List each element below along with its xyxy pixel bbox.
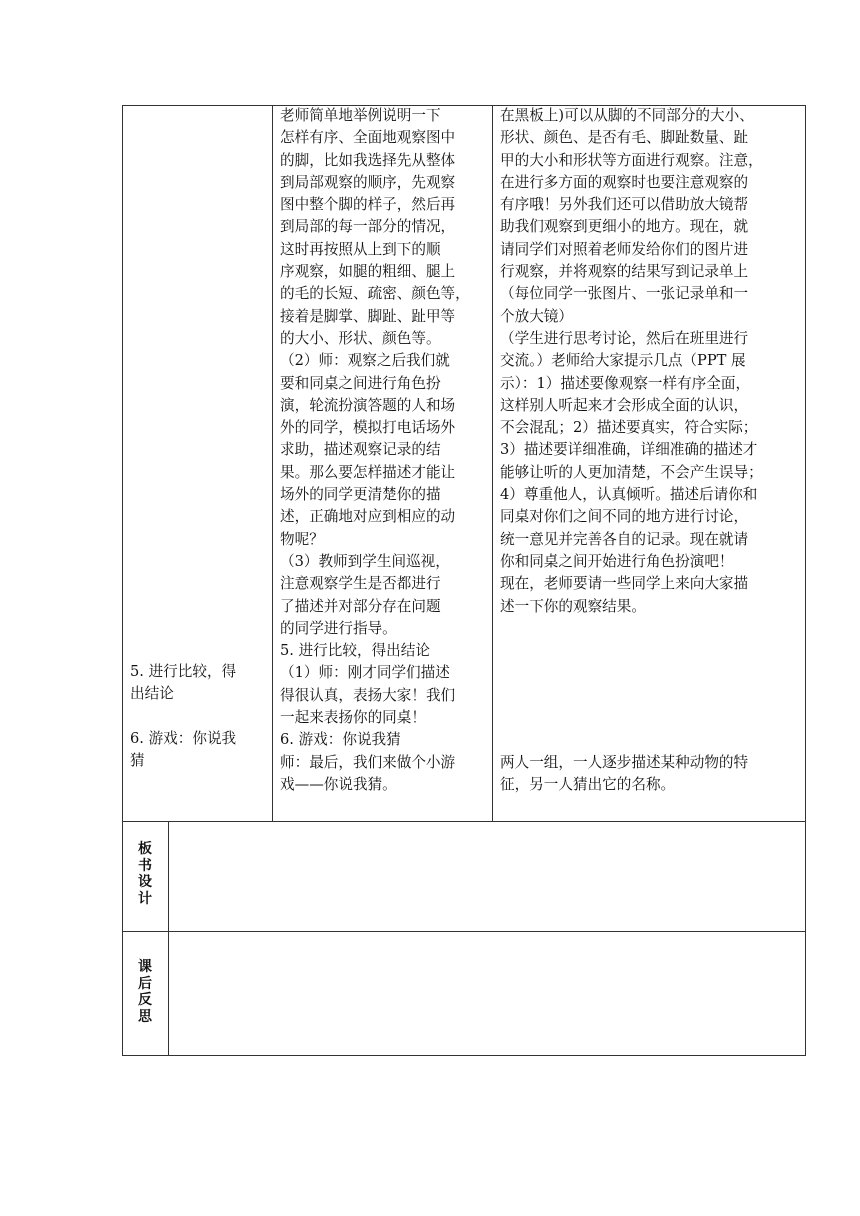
student-line: 不会混乱；2）描述要真实，符合实际； (500, 419, 758, 437)
teacher-line: 外的同学，模拟打电话场外 (280, 419, 456, 437)
teacher-line: 怎样有序、全面地观察图中 (280, 129, 456, 147)
board-label-char: 设 (138, 874, 152, 890)
board-label-char: 计 (138, 890, 152, 907)
teacher-line: 老师简单地举例说明一下 (280, 107, 441, 124)
teacher-line: 的同学进行指导。 (280, 619, 397, 637)
teacher-line: 注意观察学生是否都进行 (280, 575, 441, 593)
teacher-line: 师：最后，我们来做个小游 (280, 753, 456, 771)
student-line: 述一下你的观察结果。 (500, 597, 646, 615)
row-divider-board (122, 821, 806, 822)
teacher-activity-column (280, 105, 490, 796)
teacher-line: 5. 进行比较，得出结论 (280, 642, 430, 660)
teacher-line: 果。那么要怎样描述才能让 (280, 463, 456, 481)
student-activity-column (500, 105, 804, 618)
student-line: 交流。）老师给大家提示几点（PPT 展 (500, 352, 746, 370)
teacher-line: 6. 游戏：你说我猜 (280, 731, 401, 749)
teacher-line: 到局部的每一部分的情况， (280, 218, 456, 236)
student-line: 助我们观察到更细小的地方。现在，就 (500, 218, 749, 236)
table-border-right (805, 105, 806, 1056)
student-line: 在黑板上)可以从脚的不同部分的大小、 (500, 107, 754, 124)
teacher-line: 得很认真，表扬大家！我们 (280, 686, 456, 704)
teacher-line: （3）教师到学生间巡视， (280, 552, 450, 570)
reflect-label-char: 课 (138, 959, 152, 975)
step6-line2: 猜 (130, 752, 145, 770)
student-line: 这样别人听起来才会形成全面的认识， (500, 396, 749, 414)
step-label-column (130, 661, 268, 772)
student-line: 在进行多方面的观察时也要注意观察的 (500, 173, 749, 191)
student-game-text (500, 752, 804, 797)
student-line: 能够让听的人更加清楚，不会产生误导； (500, 463, 763, 481)
student-line: （每位同学一张图片、一张记录单和一 (500, 285, 749, 303)
table-border-bottom (122, 1055, 806, 1056)
teacher-line: 戏——你说我猜。 (280, 775, 397, 793)
teacher-line: 一起来表扬你的同桌！ (280, 709, 426, 727)
reflect-label-char: 思 (138, 1008, 152, 1025)
row-divider-reflect (122, 931, 806, 932)
board-label-char: 板 (138, 841, 152, 857)
table-border-left (122, 105, 123, 1056)
student-line: 甲的大小和形状等方面进行观察。注意， (500, 151, 763, 169)
teacher-line: 要和同桌之间进行角色扮 (280, 374, 441, 392)
teacher-line: 场外的同学更清楚你的描 (280, 486, 441, 504)
label-column-divider (168, 821, 169, 1056)
student-line: 你和同桌之间开始进行角色扮演吧！ (500, 552, 734, 570)
student-line: 形状、颜色、是否有毛、脚趾数量、趾 (500, 129, 749, 147)
student-line: 个放大镜） (500, 307, 573, 325)
teacher-line: 这时再按照从上到下的顺 (280, 240, 441, 258)
column-divider-2 (492, 105, 493, 822)
student-line: 行观察，并将观察的结果写到记录单上 (500, 263, 749, 281)
reflect-label-char: 后 (138, 975, 152, 992)
teacher-line: 的脚，比如我选择先从整体 (280, 151, 456, 169)
step5-line2: 出结论 (130, 685, 174, 703)
student-line: 4）尊重他人，认真倾听。描述后请你和 (500, 486, 758, 504)
teacher-line: （1）师：刚才同学们描述 (280, 664, 450, 682)
student-line: 两人一组，一人逐步描述某种动物的特 (500, 754, 749, 771)
student-line: 有序哦！另外我们还可以借助放大镜帮 (500, 196, 749, 214)
lesson-plan-table (122, 105, 806, 1056)
teacher-line: 的大小、形状、颜色等。 (280, 329, 441, 347)
teacher-line: （2）师：观察之后我们就 (280, 352, 450, 370)
teacher-line: 物呢？ (280, 530, 324, 548)
teacher-line: 到局部观察的顺序，先观察 (280, 173, 456, 191)
teacher-line: 接着是脚掌、脚趾、趾甲等 (280, 307, 456, 325)
student-line: 统一意见并完善各自的记录。现在就请 (500, 530, 749, 548)
teacher-line: 序观察，如腿的粗细、腿上 (280, 263, 456, 281)
teacher-line: 的毛的长短、疏密、颜色等， (280, 285, 470, 303)
reflection-label (135, 959, 155, 1025)
student-line: 请同学们对照着老师发给你们的图片进 (500, 240, 749, 258)
student-line: 3）描述要详细准确，详细准确的描述才 (500, 441, 758, 459)
teacher-line: 求助，描述观察记录的结 (280, 441, 441, 459)
student-line: 示）：1）描述要像观察一样有序全面， (500, 374, 751, 392)
reflect-label-char: 反 (138, 992, 152, 1008)
student-line: 征，另一人猜出它的名称。 (500, 776, 676, 794)
student-line: （学生进行思考讨论，然后在班里进行 (500, 329, 749, 347)
teacher-line: 述，正确地对应到相应的动 (280, 508, 456, 526)
column-divider-1 (272, 105, 273, 822)
step6-line1: 6. 游戏：你说我 (130, 729, 237, 747)
teacher-line: 了描述并对部分存在问题 (280, 597, 441, 615)
board-label-char: 书 (138, 857, 152, 874)
student-line: 现在，老师要请一些同学上来向大家描 (500, 575, 749, 593)
step5-line1: 5. 进行比较，得 (130, 663, 237, 680)
teacher-line: 图中整个脚的样子，然后再 (280, 196, 456, 214)
teacher-line: 演，轮流扮演答题的人和场 (280, 396, 456, 414)
student-line: 同桌对你们之间不同的地方进行讨论， (500, 508, 749, 526)
board-design-label (135, 841, 155, 907)
